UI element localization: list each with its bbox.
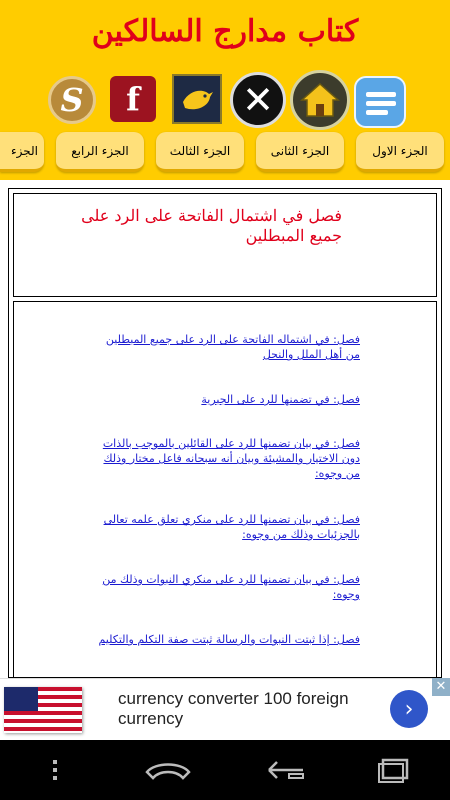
ad-go-button[interactable]	[390, 690, 428, 728]
facebook-glyph: f	[126, 80, 140, 118]
bird-icon[interactable]	[172, 74, 222, 124]
toolbar	[0, 70, 450, 130]
us-flag-image	[4, 687, 82, 733]
home-nav-icon[interactable]	[256, 752, 312, 788]
chevron-right-icon: ›	[404, 696, 414, 722]
menu-icon[interactable]	[40, 752, 70, 788]
chapter-link[interactable]: فصل: في بيان تضمنها للرد على منكري النبوات وذلك من وجوه:	[102, 573, 360, 601]
ad-banner[interactable]	[0, 678, 450, 740]
tab-label: الجزء الثالث	[169, 143, 231, 158]
ad-text[interactable]: currency converter 100 foreign currency	[118, 689, 349, 728]
content-area[interactable]	[8, 188, 442, 678]
ad-close-button[interactable]	[432, 678, 450, 696]
tab-label: الجزء الثانى	[270, 143, 330, 158]
tab-part-2[interactable]	[256, 132, 344, 172]
tab-label: الجزء الرابع	[71, 143, 129, 158]
chapter-title-box	[13, 193, 437, 297]
app-title: كتاب مدارج السالكين	[91, 14, 359, 49]
tab-label: الجزء	[11, 143, 38, 158]
app-header	[0, 0, 450, 180]
chapter-link[interactable]: فصل: إذا ثبتت النبوات والرسالة ثبتت صفة التكلم والتكليم	[98, 633, 360, 646]
system-navbar	[0, 740, 450, 800]
list-icon[interactable]	[354, 76, 406, 128]
tab-part-5[interactable]	[0, 132, 44, 172]
flag-canton	[4, 687, 38, 711]
close-icon[interactable]	[230, 72, 286, 128]
recents-icon[interactable]	[370, 752, 420, 788]
skype-icon[interactable]	[48, 76, 96, 124]
tab-label: الجزء الاول	[372, 143, 428, 158]
close-glyph: ✕	[242, 78, 274, 122]
chapter-title: فصل في اشتمال الفاتحة على الرد على جميع المبطلين	[81, 206, 342, 245]
tab-part-3[interactable]	[156, 132, 244, 172]
chapter-link[interactable]: فصل: في اشتماله الفاتحة على الرد على جميع المبطلين من أهل الملل والنحل	[105, 333, 360, 361]
chapter-link[interactable]: فصل: في بيان تضمنها للرد على منكري تعلق علمه تعالى بالجزئيات وذلك من وجوه:	[103, 513, 360, 541]
home-icon[interactable]	[290, 70, 350, 130]
tab-part-4[interactable]	[56, 132, 144, 172]
chapter-link[interactable]: فصل: في بيان تضمنها للرد على القائلين بالموجب بالذات دون الاختيار والمشيئة وبيان أنه سبحانه فاعل مختار وذلك من وجوه:	[102, 437, 360, 480]
facebook-icon[interactable]	[110, 76, 156, 122]
back-icon[interactable]	[140, 752, 196, 788]
close-icon: ✕	[435, 679, 447, 694]
tab-part-1[interactable]	[356, 132, 444, 172]
skype-glyph: S	[60, 81, 84, 119]
chapter-link[interactable]: فصل: في تضمنها للرد على الجبرية	[201, 393, 360, 406]
chapter-links-box	[13, 301, 437, 678]
